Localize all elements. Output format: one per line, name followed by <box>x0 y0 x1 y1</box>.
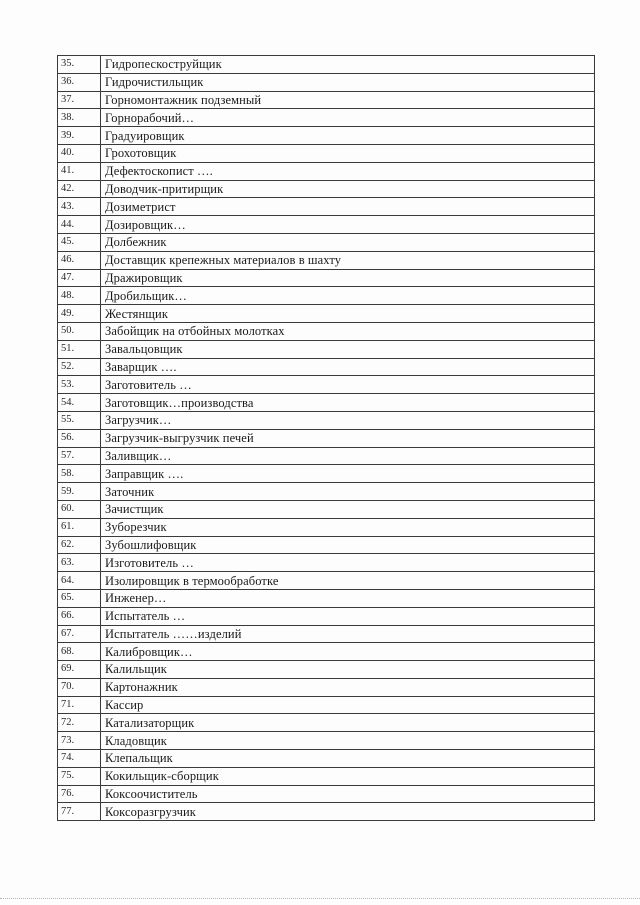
row-number: 76. <box>58 785 101 803</box>
profession-name: Загрузчик-выгрузчик печей <box>101 429 595 447</box>
profession-name: Калильщик <box>101 661 595 679</box>
page-bottom-edge <box>0 898 640 899</box>
row-number: 72. <box>58 714 101 732</box>
profession-name: Горнорабочий… <box>101 109 595 127</box>
row-number: 69. <box>58 661 101 679</box>
row-number: 53. <box>58 376 101 394</box>
profession-name: Гидрочистильщик <box>101 73 595 91</box>
row-number: 67. <box>58 625 101 643</box>
profession-name: Горномонтажник подземный <box>101 91 595 109</box>
table-row <box>58 572 595 590</box>
row-number: 54. <box>58 394 101 412</box>
table-row <box>58 607 595 625</box>
row-number: 71. <box>58 696 101 714</box>
row-number: 62. <box>58 536 101 554</box>
table-row <box>58 144 595 162</box>
table-row <box>58 536 595 554</box>
profession-name: Заварщик …. <box>101 358 595 376</box>
row-number: 60. <box>58 500 101 518</box>
profession-name: Дражировщик <box>101 269 595 287</box>
table-row <box>58 376 595 394</box>
table-row <box>58 732 595 750</box>
profession-name: Долбежник <box>101 233 595 251</box>
table-row <box>58 287 595 305</box>
profession-name: Заготовщик…производства <box>101 394 595 412</box>
profession-name: Изолировщик в термообработке <box>101 572 595 590</box>
row-number: 42. <box>58 180 101 198</box>
profession-name: Заливщик… <box>101 447 595 465</box>
profession-name: Катализаторщик <box>101 714 595 732</box>
row-number: 66. <box>58 607 101 625</box>
table-row <box>58 803 595 821</box>
table-row <box>58 696 595 714</box>
profession-name: Заправщик …. <box>101 465 595 483</box>
row-number: 61. <box>58 518 101 536</box>
table-row <box>58 127 595 145</box>
table-row <box>58 340 595 358</box>
table-row <box>58 767 595 785</box>
table-row <box>58 109 595 127</box>
table-row <box>58 91 595 109</box>
row-number: 59. <box>58 483 101 501</box>
profession-name: Испытатель … <box>101 607 595 625</box>
profession-name: Кладовщик <box>101 732 595 750</box>
row-number: 48. <box>58 287 101 305</box>
profession-name: Заточник <box>101 483 595 501</box>
profession-name: Заготовитель … <box>101 376 595 394</box>
row-number: 38. <box>58 109 101 127</box>
profession-name: Жестянщик <box>101 305 595 323</box>
row-number: 73. <box>58 732 101 750</box>
profession-name: Зубошлифовщик <box>101 536 595 554</box>
row-number: 57. <box>58 447 101 465</box>
table-row <box>58 358 595 376</box>
profession-name: Завальцовщик <box>101 340 595 358</box>
table-row <box>58 447 595 465</box>
table-row <box>58 625 595 643</box>
row-number: 45. <box>58 233 101 251</box>
profession-name: Забойщик на отбойных молотках <box>101 322 595 340</box>
row-number: 43. <box>58 198 101 216</box>
profession-name: Дробильщик… <box>101 287 595 305</box>
profession-name: Кокильщик-сборщик <box>101 767 595 785</box>
table-row <box>58 233 595 251</box>
profession-name: Дозиметрист <box>101 198 595 216</box>
table-row <box>58 251 595 269</box>
table-row <box>58 518 595 536</box>
profession-name: Грохотовщик <box>101 144 595 162</box>
table-row <box>58 162 595 180</box>
row-number: 47. <box>58 269 101 287</box>
row-number: 58. <box>58 465 101 483</box>
profession-name: Дозировщик… <box>101 216 595 234</box>
table-row <box>58 411 595 429</box>
table-row <box>58 785 595 803</box>
table-row <box>58 661 595 679</box>
row-number: 74. <box>58 750 101 768</box>
table-row <box>58 198 595 216</box>
table-row <box>58 554 595 572</box>
table-row <box>58 73 595 91</box>
row-number: 44. <box>58 216 101 234</box>
row-number: 41. <box>58 162 101 180</box>
table-row <box>58 678 595 696</box>
profession-name: Коксоразгрузчик <box>101 803 595 821</box>
row-number: 75. <box>58 767 101 785</box>
table-row <box>58 589 595 607</box>
row-number: 70. <box>58 678 101 696</box>
table-row <box>58 394 595 412</box>
profession-name: Клепальщик <box>101 750 595 768</box>
table-row <box>58 180 595 198</box>
profession-name: Картонажник <box>101 678 595 696</box>
profession-name: Калибровщик… <box>101 643 595 661</box>
row-number: 51. <box>58 340 101 358</box>
row-number: 49. <box>58 305 101 323</box>
row-number: 36. <box>58 73 101 91</box>
profession-name: Коксоочиститель <box>101 785 595 803</box>
profession-name: Зачистщик <box>101 500 595 518</box>
profession-name: Доставщик крепежных материалов в шахту <box>101 251 595 269</box>
profession-name: Загрузчик… <box>101 411 595 429</box>
profession-name: Зуборезчик <box>101 518 595 536</box>
row-number: 52. <box>58 358 101 376</box>
table-row <box>58 465 595 483</box>
profession-name: Дефектоскопист …. <box>101 162 595 180</box>
table-row <box>58 500 595 518</box>
profession-name: Гидропескоструйщик <box>101 56 595 74</box>
row-number: 46. <box>58 251 101 269</box>
row-number: 40. <box>58 144 101 162</box>
profession-name: Доводчик-притирщик <box>101 180 595 198</box>
table-row <box>58 750 595 768</box>
table-row <box>58 305 595 323</box>
row-number: 37. <box>58 91 101 109</box>
row-number: 64. <box>58 572 101 590</box>
row-number: 39. <box>58 127 101 145</box>
table-row <box>58 714 595 732</box>
profession-name: Градуировщик <box>101 127 595 145</box>
table-row <box>58 56 595 74</box>
row-number: 77. <box>58 803 101 821</box>
profession-name: Инженер… <box>101 589 595 607</box>
profession-name: Кассир <box>101 696 595 714</box>
professions-table-body <box>58 56 595 821</box>
row-number: 35. <box>58 56 101 74</box>
table-row <box>58 269 595 287</box>
row-number: 50. <box>58 322 101 340</box>
row-number: 56. <box>58 429 101 447</box>
row-number: 55. <box>58 411 101 429</box>
row-number: 63. <box>58 554 101 572</box>
profession-name: Испытатель ……изделий <box>101 625 595 643</box>
professions-table <box>57 55 595 821</box>
profession-name: Изготовитель … <box>101 554 595 572</box>
table-row <box>58 643 595 661</box>
table-row <box>58 216 595 234</box>
row-number: 65. <box>58 589 101 607</box>
row-number: 68. <box>58 643 101 661</box>
table-row <box>58 322 595 340</box>
table-row <box>58 429 595 447</box>
table-row <box>58 483 595 501</box>
